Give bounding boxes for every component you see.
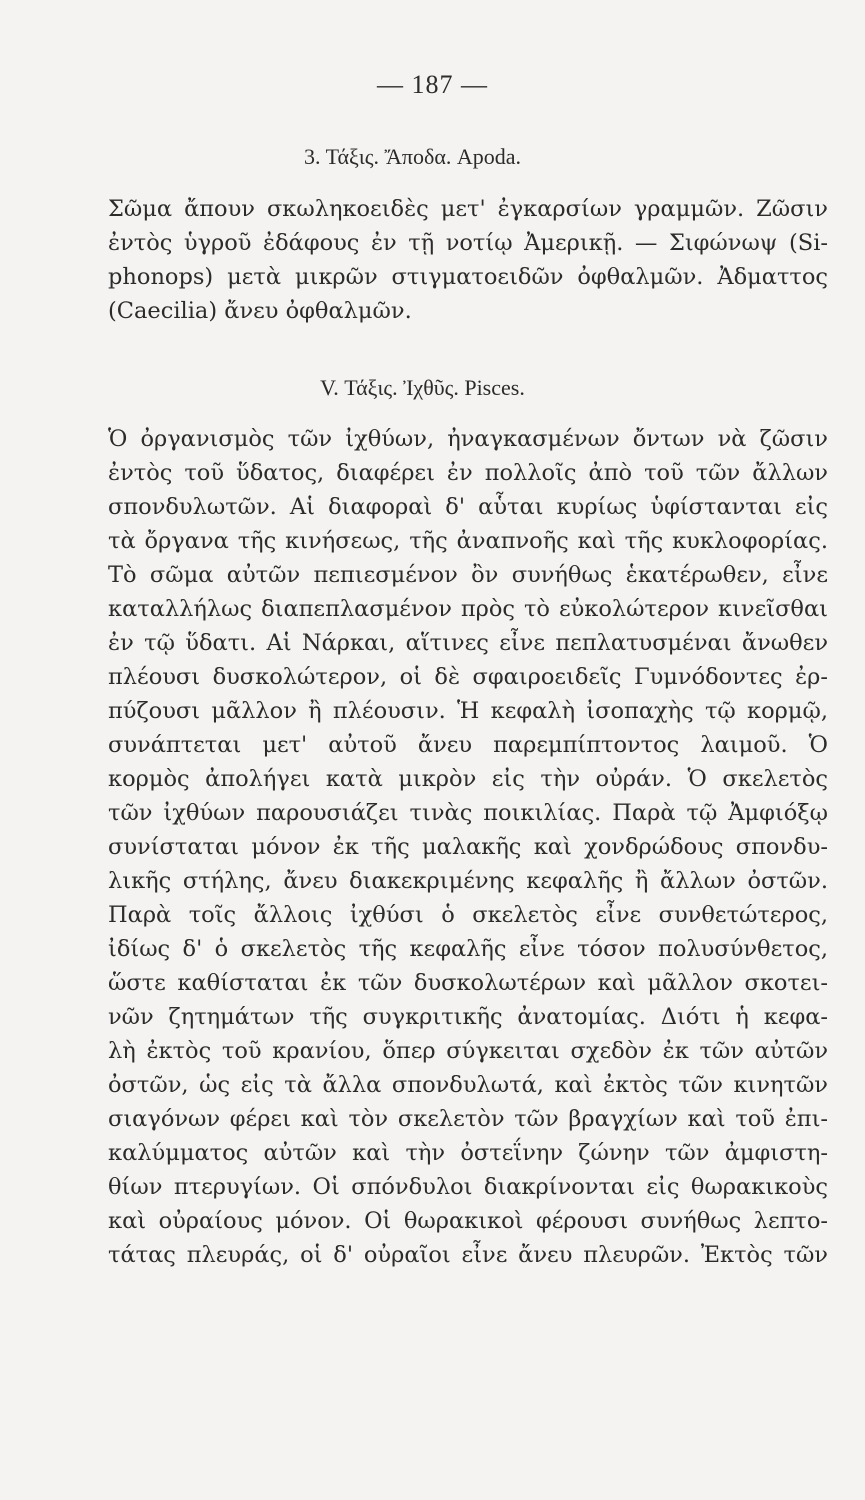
section-heading-pisces: V. Τάξις. Ἰχθῦς. Pisces. bbox=[320, 375, 525, 400]
text-line: θίων πτερυγίων. Οἱ σπόνδυλοι διακρίνονται εἰς θωρακικοὺς bbox=[108, 1174, 828, 1200]
text-line: ἰδίως δ' ὁ σκελετὸς τῆς κεφαλῆς εἶνε τόσον πολυσύνθετος, bbox=[108, 936, 828, 962]
text-line: ὀστῶν, ὡς εἰς τὰ ἄλλα σπονδυλωτά, καὶ ἐκτὸς τῶν κινητῶν bbox=[108, 1072, 828, 1098]
text-line: λικῆς στήλης, ἄνευ διακεκριμένης κεφαλῆς ἢ ἄλλων ὀστῶν. bbox=[108, 868, 828, 894]
text-line: συνίσταται μόνον ἐκ τῆς μαλακῆς καὶ χονδρώδους σπονδυ- bbox=[108, 834, 828, 860]
text-line: Ὁ ὀργανισμὸς τῶν ἰχθύων, ἠναγκασμένων ὄντων νὰ ζῶσιν bbox=[108, 426, 828, 452]
text-line: νῶν ζητημάτων τῆς συγκριτικῆς ἀνατομίας. Διότι ἡ κεφα- bbox=[108, 1004, 828, 1030]
text-line: καὶ οὐραίους μόνον. Οἱ θωρακικοὶ φέρουσι συνήθως λεπτο- bbox=[108, 1208, 828, 1234]
text-line: καταλλήλως διαπεπλασμένον πρὸς τὸ εὐκολώτερον κινεῖσθαι bbox=[108, 596, 828, 622]
section-pisces-text bbox=[108, 422, 828, 1272]
text-line: πλέουσι δυσκολώτερον, οἱ δὲ σφαιροειδεῖς Γυμνόδοντες ἐρ- bbox=[108, 664, 828, 690]
text-line: σπονδυλωτῶν. Αἱ διαφοραὶ δ' αὗται κυρίως ὑφίστανται εἰς bbox=[108, 494, 828, 520]
text-line: τὰ ὄργανα τῆς κινήσεως, τῆς ἀναπνοῆς καὶ τῆς κυκλοφορίας. bbox=[108, 528, 828, 554]
page-number: — 187 — bbox=[377, 70, 488, 99]
text-line: Τὸ σῶμα αὐτῶν πεπιεσμένον ὂν συνήθως ἑκατέρωθεν, εἶνε bbox=[108, 562, 828, 588]
text-line: συνάπτεται μετ' αὐτοῦ ἄνευ παρεμπίπτοντος λαιμοῦ. Ὁ bbox=[108, 732, 828, 758]
text-line: phonops) μετὰ μικρῶν στιγματοειδῶν ὀφθαλμῶν. Ἀδματτος bbox=[108, 264, 828, 290]
text-line: τάτας πλευράς, οἱ δ' οὐραῖοι εἶνε ἄνευ πλευρῶν. Ἐκτὸς τῶν bbox=[108, 1242, 828, 1268]
section-apoda-text bbox=[108, 192, 828, 328]
text-line: τῶν ἰχθύων παρουσιάζει τινὰς ποικιλίας. Παρὰ τῷ Ἀμφιόξῳ bbox=[108, 800, 828, 826]
text-line: σιαγόνων φέρει καὶ τὸν σκελετὸν τῶν βραγχίων καὶ τοῦ ἐπι- bbox=[108, 1106, 828, 1132]
text-line: ἐν τῷ ὕδατι. Αἱ Νάρκαι, αἵτινες εἶνε πεπλατυσμέναι ἄνωθεν bbox=[108, 630, 828, 656]
text-line: κορμὸς ἀπολήγει κατὰ μικρὸν εἰς τὴν οὐράν. Ὁ σκελετὸς bbox=[108, 766, 828, 792]
text-line: ἐντὸς τοῦ ὕδατος, διαφέρει ἐν πολλοῖς ἀπὸ τοῦ τῶν ἄλλων bbox=[108, 460, 828, 486]
section-heading-apoda: 3. Τάξις. Ἄποδα. Apoda. bbox=[303, 144, 522, 169]
text-line: ὥστε καθίσταται ἐκ τῶν δυσκολωτέρων καὶ μᾶλλον σκοτει- bbox=[108, 970, 828, 996]
text-line: Σῶμα ἄπουν σκωληκοειδὲς μετ' ἐγκαρσίων γραμμῶν. Ζῶσιν bbox=[108, 196, 828, 222]
text-line: λὴ ἐκτὸς τοῦ κρανίου, ὅπερ σύγκειται σχεδὸν ἐκ τῶν αὐτῶν bbox=[108, 1038, 828, 1064]
text-line: ἐντὸς ὑγροῦ ἐδάφους ἐν τῇ νοτίῳ Ἀμερικῇ. — Σιφώνωψ (Si- bbox=[108, 230, 828, 256]
text-line: πύζουσι μᾶλλον ἢ πλέουσιν. Ἡ κεφαλὴ ἰσοπαχὴς τῷ κορμῷ, bbox=[108, 698, 828, 724]
text-line: (Caecilia) ἄνευ ὀφθαλμῶν. bbox=[108, 298, 412, 324]
text-line: καλύμματος αὐτῶν καὶ τὴν ὀστεΐνην ζώνην τῶν ἀμφιστη- bbox=[108, 1140, 828, 1166]
text-line: Παρὰ τοῖς ἄλλοις ἰχθύσι ὁ σκελετὸς εἶνε συνθετώτερος, bbox=[108, 902, 828, 928]
